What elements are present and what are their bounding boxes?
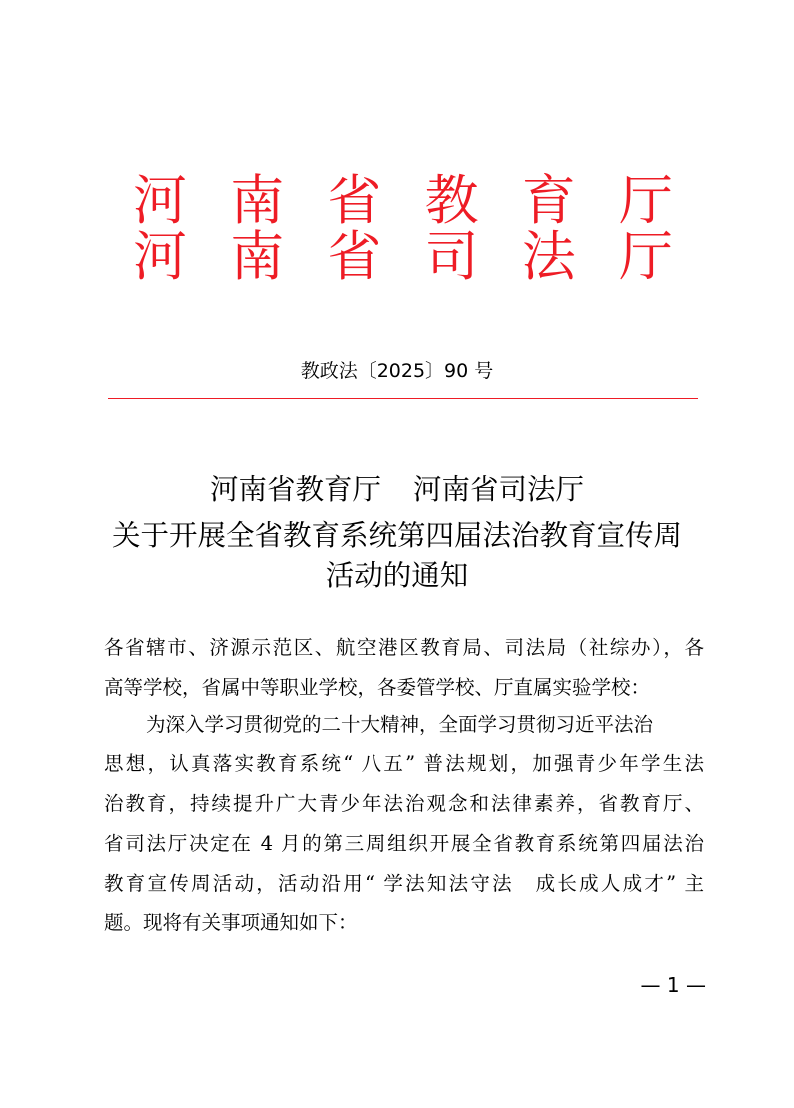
title-issuers — [0, 468, 794, 512]
title-subject-continued: 活动的通知 — [325, 559, 469, 592]
header-char: 南 — [230, 225, 285, 288]
paragraph-line-4: 省司法厅决定在 4 月的第三周组织开展全省教育系统第四届法治 — [104, 832, 704, 855]
header-char: 厅 — [618, 169, 673, 232]
page-number: — 1 — — [640, 973, 706, 997]
header-char: 省 — [327, 225, 382, 288]
title-issuer-education: 河南省教育厅 — [209, 473, 381, 506]
title-subject: 关于开展全省教育系统第四届法治教育宣传周 — [111, 519, 682, 552]
paragraph-line-1: 为深入学习贯彻党的二十大精神，全面学习贯彻习近平法治 — [146, 713, 654, 736]
red-divider — [108, 398, 698, 399]
addressee-line-1: 各省辖市、济源示范区、航空港区教育局、司法局（社综办），各 — [104, 636, 704, 659]
paragraph-line-5: 教育宣传周活动，活动沿用“ 学法知法守法 成长成人成才” 主 — [104, 872, 704, 895]
addressee-line-2: 高等学校，省属中等职业学校，各委管学校、厅直属实验学校： — [104, 676, 651, 699]
header-char: 育 — [521, 169, 576, 232]
title-issuer-justice: 河南省司法厅 — [413, 473, 585, 506]
paragraph-line-6: 题。现将有关事项通知如下： — [104, 911, 358, 934]
header-char: 南 — [230, 169, 285, 232]
header-char: 河 — [133, 169, 187, 232]
header-char: 厅 — [618, 225, 673, 288]
header-char: 法 — [521, 225, 576, 288]
header-char: 省 — [327, 169, 382, 232]
header-char: 司 — [424, 225, 479, 288]
issuer-header-justice — [133, 222, 673, 292]
document-number: 教政法〔2025〕90 号 — [300, 360, 494, 382]
paragraph-line-3: 治教育，持续提升广大青少年法治观念和法律素养，省教育厅、 — [104, 792, 704, 815]
header-char: 河 — [133, 225, 187, 288]
paragraph-line-2: 思想，认真落实教育系统“ 八五” 普法规划，加强青少年学生法 — [104, 752, 704, 775]
header-char: 教 — [424, 169, 479, 232]
